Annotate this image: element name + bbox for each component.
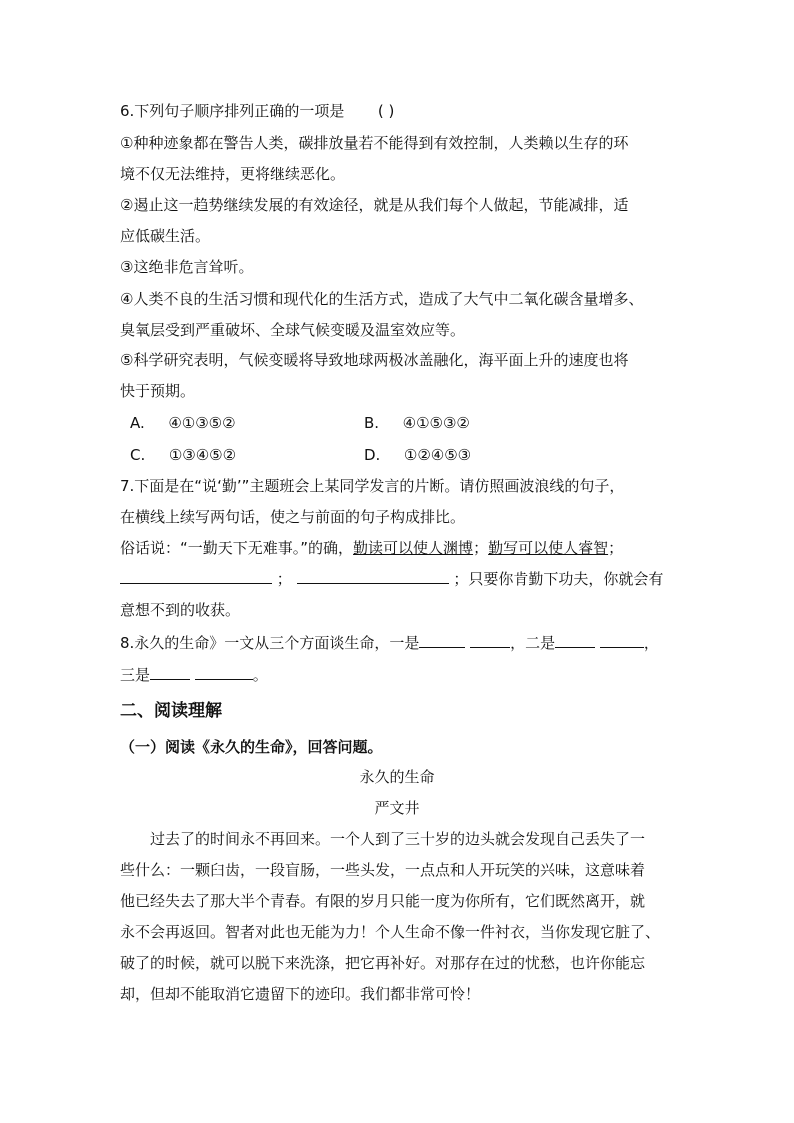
answer-blank-1[interactable] [120, 569, 272, 584]
option-c[interactable] [130, 445, 236, 465]
article-paragraph-line: 他已经失去了那大半个青春。有限的岁月只能一度为你所有，它们既然离开，就 [120, 892, 646, 910]
option-a-text: ④①③⑤② [168, 414, 236, 432]
option-a-letter: A. [130, 414, 145, 432]
question-7-line-3 [120, 538, 623, 558]
sentence-4-line-1: ④人类不良的生活习惯和现代化的生活方式，造成了大气中二氧化碳含量增多、 [120, 290, 644, 308]
option-a[interactable] [130, 413, 236, 433]
proverb-text: 俗话说：“一勤天下无难事。”的确， [120, 539, 354, 557]
sentence-5-line-1: ⑤科学研究表明，气候变暖将导致地球两极冰盖融化，海平面上升的速度也将 [120, 351, 629, 369]
answer-blank-three-a[interactable] [150, 665, 190, 680]
article-paragraph-line: 却，但却不能取消它遗留下的迹印。我们都非常可怜！ [120, 985, 481, 1003]
question-8-third: 三是 [120, 666, 151, 684]
answer-blank-2[interactable] [297, 569, 449, 584]
separator: ； [276, 570, 292, 588]
answer-blank-one-b[interactable] [470, 633, 510, 648]
question-8-text: 8.永久的生命》一文从三个方面谈生命，一是 [120, 634, 420, 652]
question-6-text: 6.下列句子顺序排列正确的一项是 [120, 102, 345, 120]
separator: ； [608, 539, 624, 557]
sentence-5-line-2: 快于预期。 [120, 382, 196, 400]
question-8-line-2 [120, 665, 268, 685]
question-6-stem [120, 101, 394, 121]
article-author: 严文井 [374, 799, 420, 817]
question-8-second: ，二是 [510, 634, 556, 652]
sentence-3: ③这绝非危言耸听。 [120, 258, 254, 276]
sentence-1-line-1: ①种种迹象都在警告人类，碳排放量若不能得到有效控制，人类赖以生存的环 [120, 134, 629, 152]
article-paragraph-line: 永不会再返回。智者对此也无能为力！个人生命不像一件衬衣，当你发现它脏了、 [120, 923, 661, 941]
section-heading: 二、阅读理解 [120, 701, 222, 721]
answer-blank-three-b[interactable] [195, 665, 253, 680]
sentence-2-line-1: ②遏止这一趋势继续发展的有效途径，就是从我们每个人做起，节能减排，适 [120, 196, 629, 214]
question-7-line-5: 意想不到的收获。 [120, 601, 241, 619]
article-paragraph-line: 过去了的时间永不再回来。一个人到了三十岁的边头就会发现自己丢失了一 [120, 830, 646, 848]
answer-parentheses: ( ) [377, 102, 395, 120]
sentence-4-line-2: 臭氧层受到严重破坏、全球气候变暖及温室效应等。 [120, 321, 466, 339]
option-c-letter: C. [130, 446, 146, 464]
period: 。 [252, 666, 268, 684]
separator: ； [473, 539, 489, 557]
answer-blank-two-b[interactable] [600, 633, 644, 648]
option-d-letter: D. [364, 446, 381, 464]
option-b[interactable] [364, 413, 470, 433]
section-subheading: （一）阅读《永久的生命》，回答问题。 [120, 738, 383, 756]
question-7-line-1: 7.下面是在“说‘勤’”主题班会上某同学发言的片断。请仿照画波浪线的句子， [120, 477, 625, 495]
sentence-2-line-2: 应低碳生活。 [120, 227, 211, 245]
separator: ， [643, 634, 659, 652]
option-d[interactable] [364, 445, 471, 465]
answer-blank-two-a[interactable] [555, 633, 595, 648]
article-paragraph-line: 些什么：一颗臼齿，一段盲肠，一些头发，一点点和人开玩笑的兴味，这意味着 [120, 861, 646, 879]
article-title: 永久的生命 [359, 768, 435, 786]
option-b-letter: B. [364, 414, 380, 432]
option-c-text: ①③④⑤② [168, 446, 237, 464]
wavy-sentence-1: 勤读可以使人渊博 [353, 539, 474, 557]
sentence-1-line-2: 境不仅无法维持，更将继续恶化。 [120, 165, 346, 183]
article-paragraph-line: 破了的时候，就可以脱下来洗涤，把它再补好。对那存在过的忧愁，也许你能忘 [120, 954, 646, 972]
question-7-line-4 [120, 569, 663, 589]
answer-blank-one-a[interactable] [419, 633, 465, 648]
wavy-sentence-2: 勤写可以使人睿智 [488, 539, 609, 557]
question-7-tail: ；只要你肯勤下功夫，你就会有 [453, 570, 664, 588]
option-b-text: ④①⑤③② [402, 414, 470, 432]
question-7-line-2: 在横线上续写两句话，使之与前面的句子构成排比。 [120, 508, 466, 526]
question-8-line-1 [120, 633, 659, 653]
option-d-text: ①②④⑤③ [403, 446, 472, 464]
